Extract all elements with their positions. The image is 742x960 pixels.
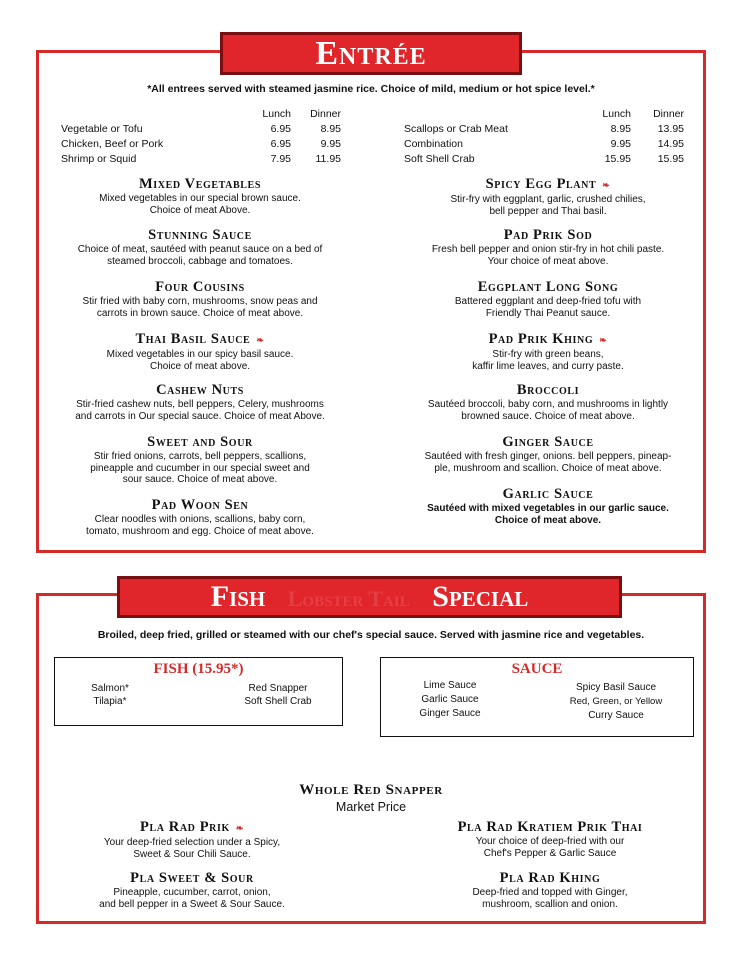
dish-pad-woon-sen: Pad Woon Sen Clear noodles with onions, scallions, baby corn, tomato, mushroom and egg. Choice of meat above. [50, 497, 350, 537]
dish-sweet-and-sour: Sweet and Sour Stir fried onions, carrots, bell peppers, scallions, pineapple and cucumber in our special sweet and sour sauce. Choice of meat above. [50, 434, 350, 486]
fish-title-ghost: Lobster Tail [287, 586, 410, 611]
fish-option: Red Snapper [248, 683, 308, 694]
price-row: Shrimp or Squid 7.95 11.95 [61, 152, 341, 165]
dish-eggplant-long-song: Eggplant Long Song Battered eggplant and deep-fried tofu with Friendly Thai Peanut sauce. [398, 279, 698, 319]
sauce-options-box [380, 657, 694, 737]
whole-red-snapper-price: Market Price [335, 800, 407, 814]
entree-title: Entrée [315, 35, 427, 72]
dish-name: Ginger Sauce [502, 434, 594, 450]
whole-red-snapper-name: Whole Red Snapper [299, 782, 443, 798]
lunch-header: Lunch [262, 107, 291, 120]
dish-cashew-nuts: Cashew Nuts Stir-fried cashew nuts, bell peppers, Celery, mushrooms and carrots in Our special sauce. Choice of meat Above. [50, 382, 350, 422]
fish-title-right: Special [432, 580, 529, 613]
dish-name: Cashew Nuts [156, 382, 244, 398]
sauce-option: Spicy Basil Sauce [575, 682, 657, 693]
dish-name: Pad Prik Sod [503, 227, 593, 243]
dish-ginger-sauce: Ginger Sauce Sautéed with fresh ginger, onions. bell peppers, pineap- ple, mushroom and scallion. Choice of meat above. [398, 434, 698, 474]
fish-options-box [54, 657, 343, 726]
fish-option: Tilapia* [93, 696, 127, 707]
dish-name: Pla Rad Khing [499, 870, 601, 886]
dinner-header: Dinner [310, 107, 341, 120]
dish-pad-prik-sod: Pad Prik Sod Fresh bell pepper and onion stir-fry in hot chili paste. Your choice of meat above. [398, 227, 698, 267]
entree-title-banner [220, 32, 522, 75]
price-row: Combination 9.95 14.95 [404, 137, 684, 150]
fish-box-title: FISH (15.95*) [153, 661, 244, 677]
dish-name: Four Cousins [155, 279, 245, 295]
dish-name: Pla Rad Prik [139, 819, 230, 835]
dish-name: Pad Woon Sen [151, 497, 249, 513]
dish-broccoli: Broccoli Sautéed broccoli, baby corn, and mushrooms in lightly browned sauce. Choice of meat above. [398, 382, 698, 422]
sauce-option: Garlic Sauce [421, 694, 479, 705]
dish-pad-prik-khing: Pad Prik Khing ❧ Stir-fry with green beans, kaffir lime leaves, and curry paste. [472, 331, 624, 372]
fish-option: Soft Shell Crab [244, 696, 312, 707]
dish-stunning-sauce: Stunning Sauce Choice of meat, sautéed with peanut sauce on a bed of steamed broccoli, cabbage and tomatoes. [50, 227, 350, 267]
dish-mixed-vegetables: Mixed Vegetables Mixed vegetables in our special brown sauce. Choice of meat Above. [50, 176, 350, 216]
fish-title-banner [117, 576, 622, 618]
price-table-right [404, 106, 684, 166]
price-row: Chicken, Beef or Pork 6.95 9.95 [61, 137, 341, 150]
dish-thai-basil-sauce: Thai Basil Sauce ❧ Mixed vegetables in our spicy basil sauce. Choice of meat above. [106, 331, 294, 372]
dish-pla-rad-kratiem: Pla Rad Kratiem Prik Thai Your choice of deep-fried with our Chef's Pepper & Garlic Sauce [400, 819, 700, 859]
price-row: Vegetable or Tofu 6.95 8.95 [61, 122, 341, 135]
sauce-option: Red, Green, or Yellow [569, 696, 663, 707]
fish-option: Salmon* [91, 683, 129, 694]
dinner-header: Dinner [653, 107, 684, 120]
sauce-option: Lime Sauce [423, 680, 477, 691]
dish-name: Thai Basil Sauce [135, 331, 251, 347]
dish-name: Pla Sweet & Sour [130, 870, 254, 886]
whole-red-snapper [0, 782, 742, 814]
dish-four-cousins: Four Cousins Stir fried with baby corn, mushrooms, snow peas and carrots in brown sauce. Choice of meat above. [50, 279, 350, 319]
dish-spicy-egg-plant: Spicy Egg Plant ❧ Stir-fry with eggplant, garlic, crushed chilies, bell pepper and Thai basil. [450, 176, 646, 217]
dish-name: Sweet and Sour [147, 434, 253, 450]
chili-pepper-icon: ❧ [235, 823, 245, 833]
dish-garlic-sauce: Garlic Sauce Sautéed with mixed vegetables in our garlic sauce. Choice of meat above. [398, 486, 698, 526]
chili-pepper-icon: ❧ [599, 335, 608, 345]
chili-pepper-icon: ❧ [602, 180, 611, 190]
dish-pla-rad-prik: Pla Rad Prik ❧ Your deep-fried selection under a Spicy, Sweet & Sour Chili Sauce. [103, 819, 281, 860]
fish-note: Broiled, deep fried, grilled or steamed with our chef's special sauce. Served with jasmine rice and vegetables. [97, 629, 645, 641]
dish-name: Mixed Vegetables [139, 176, 261, 192]
lunch-header: Lunch [602, 107, 631, 120]
dish-pla-sweet-sour: Pla Sweet & Sour Pineapple, cucumber, carrot, onion, and bell pepper in a Sweet & Sour Sauce. [42, 870, 342, 910]
dish-name: Garlic Sauce [502, 486, 594, 502]
dish-name: Eggplant Long Song [477, 279, 619, 295]
price-row: Soft Shell Crab 15.95 15.95 [404, 152, 684, 165]
price-table-left [61, 106, 341, 166]
dish-name: Pad Prik Khing [488, 331, 594, 347]
entree-note: *All entrees served with steamed jasmine rice. Choice of mild, medium or hot spice level.* [147, 83, 595, 95]
sauce-option: Ginger Sauce [419, 708, 481, 719]
chili-pepper-icon: ❧ [256, 335, 265, 345]
sauce-box-title: SAUCE [511, 661, 563, 677]
dish-name: Stunning Sauce [148, 227, 252, 243]
dish-pla-rad-khing: Pla Rad Khing Deep-fried and topped with Ginger, mushroom, scallion and onion. [400, 870, 700, 910]
price-row: Scallops or Crab Meat 8.95 13.95 [404, 122, 684, 135]
fish-title-left: Fish [210, 580, 266, 613]
dish-name: Pla Rad Kratiem Prik Thai [457, 819, 643, 835]
dish-name: Broccoli [516, 382, 580, 398]
dish-name: Spicy Egg Plant [485, 176, 597, 192]
sauce-option: Curry Sauce [588, 710, 644, 721]
